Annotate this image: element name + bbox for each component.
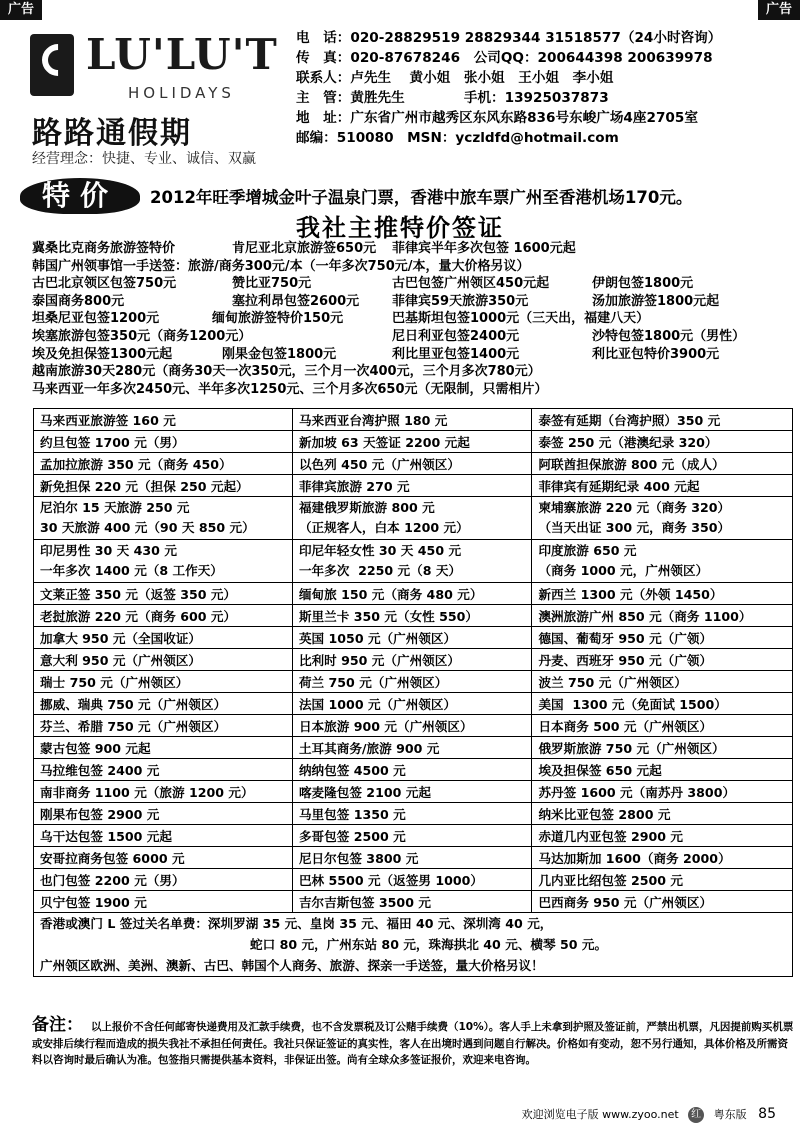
ad-tag-right: 广告 <box>758 0 800 20</box>
table-row <box>34 605 793 627</box>
notes-text: 以上报价不含任何邮寄快递费用及汇款手续费，也不含发票税及订公赌手续费（10%）。客人手上未拿到护照及签证前，严禁出机票，凡因提前购买机票或安排后续行程而造成的损失我社不承担任何责任。我社只保证签证的真实性，客人在出境时遇到问题自行解决。价格如有变动，恕不另行通知，具体价格及所需资料以咨询时最后确认为准。包签指只需提供基本资料，非保证出签。尚有全球众多签证报价，欢迎来电咨询。 <box>32 1021 794 1066</box>
footer-website: 欢迎浏览电子版 www.zyoo.net <box>521 1108 679 1121</box>
table-row <box>34 759 793 781</box>
special-item: 埃塞旅游包签350元（商务1200元） <box>32 328 252 344</box>
special-item: 肯尼亚北京旅游签650元 <box>232 241 377 256</box>
table-cell: 也门包签 2200 元（男） <box>34 869 293 891</box>
table-cell: 乌干达包签 1500 元起 <box>34 825 293 847</box>
table-cell: 荷兰 750 元（广州领区） <box>292 671 532 693</box>
contact-address: 地 址：广东省广州市越秀区东风东路836号东峻广场4座2705室 <box>296 110 698 126</box>
special-offer-badge: 特价 <box>20 178 140 214</box>
logo-chinese: 路路通假期 <box>32 116 192 151</box>
special-item: 泰国商务800元 <box>32 293 125 309</box>
business-motto: 经营理念：快捷、专业、诚信、双赢 <box>32 151 256 167</box>
special-item: 坦桑尼亚包签1200元 <box>32 311 160 327</box>
special-item: 汤加旅游签1800元起 <box>592 293 720 309</box>
table-cell: 多哥包签 2500 元 <box>292 825 532 847</box>
table-cell: 法国 1000 元（广州领区） <box>292 693 532 715</box>
special-item: 菲律宾半年多次包签 1600元起 <box>392 241 576 256</box>
table-cell: 埃及担保签 650 元起 <box>532 759 793 781</box>
table-cell: 纳纳包签 4500 元 <box>292 759 532 781</box>
table-row <box>34 671 793 693</box>
table-row <box>34 869 793 891</box>
table-cell: 福建俄罗斯旅游 800 元 （正规客人，白本 1200 元） <box>292 497 532 540</box>
table-cell: 阿联酋担保旅游 800 元（成人） <box>532 453 793 475</box>
logo-english: LU'LU'T <box>86 30 278 79</box>
contact-email: 邮编：510080 MSN：yczldfd@hotmail.com <box>296 130 619 146</box>
special-row <box>32 346 792 364</box>
table-cell: 日本旅游 900 元（广州领区） <box>292 715 532 737</box>
table-cell: 贝宁包签 1900 元 <box>34 891 293 913</box>
table-cell: 尼泊尔 15 天旅游 250 元 30 天旅游 400 元（90 天 850 元） <box>34 497 293 540</box>
special-item: 马来西亚一年多次2450元、半年多次1250元、三个月多次650元（无限制，只需相片） <box>32 381 548 397</box>
special-item: 塞拉利昂包签2600元 <box>232 293 360 309</box>
table-cell: 马来西亚台湾护照 180 元 <box>292 409 532 431</box>
contact-persons: 联系人：卢先生 黄小姐 张小姐 王小姐 李小姐 <box>296 70 614 86</box>
table-cell: 印尼男性 30 天 430 元 一年多次 1400 元（8 工作天） <box>34 540 293 583</box>
table-row <box>34 627 793 649</box>
table-cell: 新免担保 220 元（担保 250 元起） <box>34 475 293 497</box>
table-cell: 老挝旅游 220 元（商务 600 元） <box>34 605 293 627</box>
table-cell: 美国 1300 元（免面试 1500） <box>532 693 793 715</box>
special-item: 赞比亚750元 <box>232 276 312 292</box>
table-cell: 挪威、瑞典 750 元（广州领区） <box>34 693 293 715</box>
special-item: 越南旅游30天280元（商务30天一次350元，三个月一次400元，三个月多次780元） <box>32 364 541 380</box>
table-row <box>34 803 793 825</box>
logo-s-icon <box>30 34 74 96</box>
special-item: 冀桑比克商务旅游签特价 <box>32 241 176 256</box>
table-cell: 印度旅游 650 元 （商务 1000 元，广州领区） <box>532 540 793 583</box>
footer-line: 香港或澳门 L 签过关名单费：深圳罗湖 35 元、皇岗 35 元、福田 40 元、深圳湾 40 元， <box>40 916 553 931</box>
special-item: 埃及免担保签1300元起 <box>32 346 173 362</box>
table-cell: 马里包签 1350 元 <box>292 803 532 825</box>
table-row <box>34 431 793 453</box>
section-title: 我社主推特价签证 <box>296 214 504 242</box>
table-cell: 马来西亚旅游签 160 元 <box>34 409 293 431</box>
special-item: 伊朗包签1800元 <box>592 276 694 292</box>
table-footer-row <box>34 913 793 977</box>
table-cell: 俄罗斯旅游 750 元（广州领区） <box>532 737 793 759</box>
special-row <box>32 293 792 311</box>
table-cell: 苏丹签 1600 元（南苏丹 3800） <box>532 781 793 803</box>
table-cell: 英国 1050 元（广州领区） <box>292 627 532 649</box>
table-cell: 几内亚比绍包签 2500 元 <box>532 869 793 891</box>
table-row <box>34 409 793 431</box>
table-cell: 以色列 450 元（广州领区） <box>292 453 532 475</box>
table-cell: 缅甸旅 150 元（商务 480 元） <box>292 583 532 605</box>
table-row <box>34 475 793 497</box>
table-cell: 芬兰、希腊 750 元（广州领区） <box>34 715 293 737</box>
table-cell: 安哥拉商务包签 6000 元 <box>34 847 293 869</box>
special-item: 韩国广州领事馆一手送签：旅游/商务300元/本（一年多次750元/本，量大价格另议） <box>32 258 530 274</box>
special-item: 巴基斯坦包签1000元（三天出，福建八天） <box>392 311 650 327</box>
table-cell: 刚果布包签 2900 元 <box>34 803 293 825</box>
table-footer <box>34 913 793 977</box>
table-cell: 斯里兰卡 350 元（女性 550） <box>292 605 532 627</box>
table-cell: 泰签 250 元（港澳纪录 320） <box>532 431 793 453</box>
table-row <box>34 737 793 759</box>
table-cell: 泰签有延期（台湾护照）350 元 <box>532 409 793 431</box>
table-row <box>34 583 793 605</box>
table-row <box>34 781 793 803</box>
special-item: 缅甸旅游签特价150元 <box>212 311 344 327</box>
table-cell: 喀麦隆包签 2100 元起 <box>292 781 532 803</box>
promo-line: 2012年旺季增城金叶子温泉门票，香港中旅车票广州至香港机场170元。 <box>150 188 693 207</box>
table-cell: 尼日尔包签 3800 元 <box>292 847 532 869</box>
special-item: 菲律宾59天旅游350元 <box>392 293 529 309</box>
special-item: 利比亚包特价3900元 <box>592 346 720 362</box>
table-row <box>34 453 793 475</box>
publication-logo-icon: 红 <box>688 1107 704 1123</box>
table-row <box>34 540 793 583</box>
contact-fax: 传 真：020-87678246 公司QQ：200644398 200639978 <box>296 50 713 66</box>
special-row <box>32 381 792 399</box>
special-row <box>32 275 792 293</box>
table-cell: 印尼年轻女性 30 天 450 元 一年多次 2250 元（8 天） <box>292 540 532 583</box>
table-cell: 日本商务 500 元（广州领区） <box>532 715 793 737</box>
table-row <box>34 715 793 737</box>
table-cell: 新加坡 63 天签证 2200 元起 <box>292 431 532 453</box>
footer-line: 广州领区欧洲、美洲、澳新、古巴、韩国个人商务、旅游、探亲一手送签，量大价格另议！ <box>40 958 544 973</box>
special-item: 尼日利亚包签2400元 <box>392 328 520 344</box>
table-cell: 马达加斯加 1600（商务 2000） <box>532 847 793 869</box>
table-row <box>34 649 793 671</box>
table-cell: 文莱正签 350 元（返签 350 元） <box>34 583 293 605</box>
table-row <box>34 825 793 847</box>
table-row <box>34 891 793 913</box>
special-item: 利比里亚包签1400元 <box>392 346 520 362</box>
table-row <box>34 847 793 869</box>
table-cell: 菲律宾有延期纪录 400 元起 <box>532 475 793 497</box>
special-row <box>32 363 792 381</box>
table-cell: 巴林 5500 元（返签男 1000） <box>292 869 532 891</box>
table-cell: 丹麦、西班牙 950 元（广领） <box>532 649 793 671</box>
table-cell: 比利时 950 元（广州领区） <box>292 649 532 671</box>
table-cell: 赤道几内亚包签 2900 元 <box>532 825 793 847</box>
contact-block <box>296 28 796 148</box>
table-cell: 波兰 750 元（广州领区） <box>532 671 793 693</box>
table-cell: 澳洲旅游广州 850 元（商务 1100） <box>532 605 793 627</box>
table-cell: 约旦包签 1700 元（男） <box>34 431 293 453</box>
special-item: 刚果金包签1800元 <box>222 346 337 362</box>
special-visa-list <box>32 240 792 398</box>
table-cell: 菲律宾旅游 270 元 <box>292 475 532 497</box>
special-item: 古巴包签广州领区450元起 <box>392 276 550 292</box>
page-number: 85 <box>758 1106 776 1122</box>
company-logo <box>30 30 280 170</box>
table-cell: 南非商务 1100 元（旅游 1200 元） <box>34 781 293 803</box>
footer-line: 蛇口 80 元，广州东站 80 元，珠海拱北 40 元、横琴 50 元。 <box>250 937 608 952</box>
table-row <box>34 693 793 715</box>
table-cell: 土耳其商务/旅游 900 元 <box>292 737 532 759</box>
visa-price-table <box>33 408 793 977</box>
table-cell: 瑞士 750 元（广州领区） <box>34 671 293 693</box>
special-row <box>32 328 792 346</box>
table-cell: 孟加拉旅游 350 元（商务 450） <box>34 453 293 475</box>
table-cell: 蒙古包签 900 元起 <box>34 737 293 759</box>
special-row <box>32 310 792 328</box>
table-cell: 新西兰 1300 元（外领 1450） <box>532 583 793 605</box>
table-cell: 加拿大 950 元（全国收证） <box>34 627 293 649</box>
notes-label: 备注： <box>32 1015 83 1035</box>
contact-manager: 主 管：黄胜先生 手机：13925037873 <box>296 90 609 106</box>
table-cell: 德国、葡萄牙 950 元（广领） <box>532 627 793 649</box>
special-row <box>32 258 792 276</box>
table-cell: 吉尔吉斯包签 3500 元 <box>292 891 532 913</box>
table-row <box>34 497 793 540</box>
logo-subtitle: HOLIDAYS <box>128 84 235 102</box>
special-item: 沙特包签1800元（男性） <box>592 328 746 344</box>
table-cell: 意大利 950 元（广州领区） <box>34 649 293 671</box>
contact-phone: 电 话：020-28829519 28829344 31518577（24小时咨询） <box>296 30 722 46</box>
ad-tag-left: 广告 <box>0 0 42 20</box>
special-item: 古巴北京领区包签750元 <box>32 276 177 292</box>
table-cell: 巴西商务 950 元（广州领区） <box>532 891 793 913</box>
table-cell: 马拉维包签 2400 元 <box>34 759 293 781</box>
special-row <box>32 240 792 258</box>
notes-block <box>32 1017 794 1069</box>
footer-edition: 粤东版 <box>713 1108 747 1121</box>
table-cell: 柬埔寨旅游 220 元（商务 320） （当天出证 300 元，商务 350） <box>532 497 793 540</box>
page-footer <box>522 1106 776 1123</box>
table-cell: 纳米比亚包签 2800 元 <box>532 803 793 825</box>
